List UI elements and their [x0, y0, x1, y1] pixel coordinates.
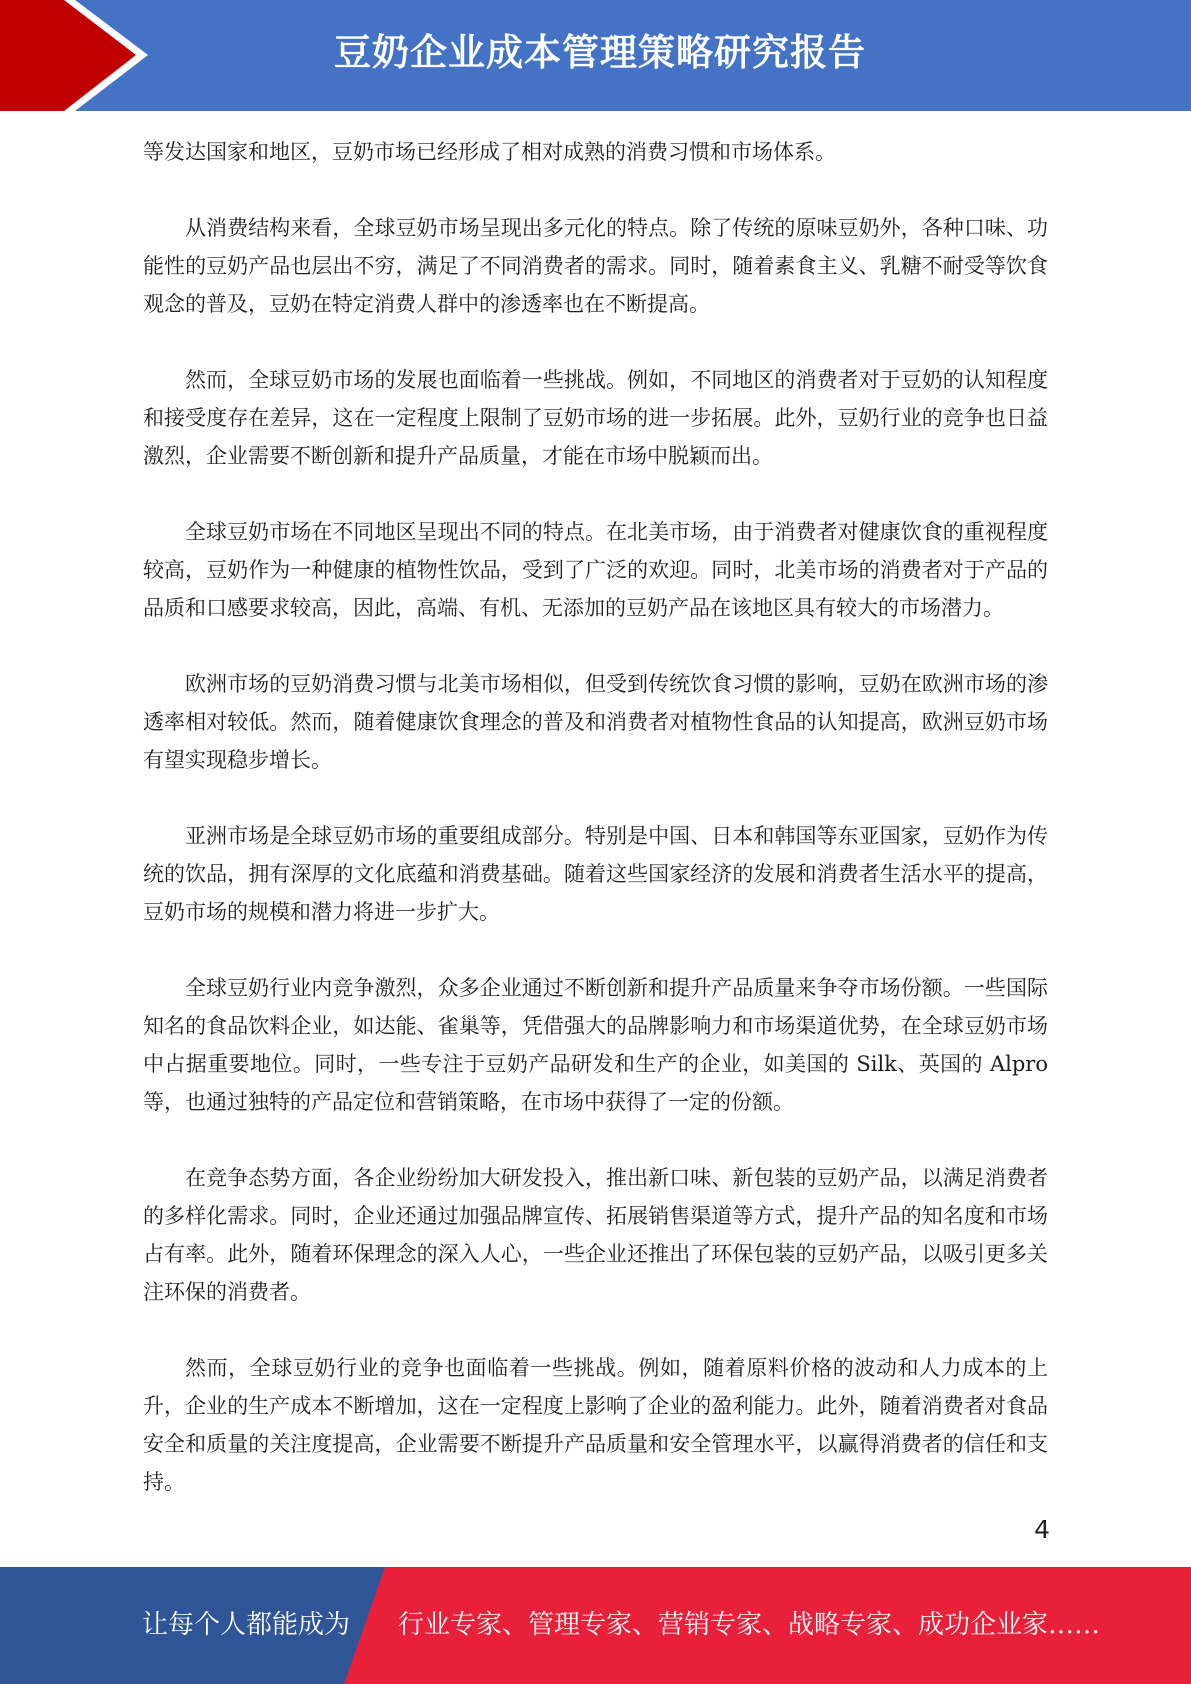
- page-number: 4: [1034, 1515, 1050, 1544]
- paragraph: 全球豆奶市场在不同地区呈现出不同的特点。在北美市场，由于消费者对健康饮食的重视程度较高，豆奶作为一种健康的植物性饮品，受到了广泛的欢迎。同时，北美市场的消费者对于产品的品质和口感要求较高，因此，高端、有机、无添加的豆奶产品在该地区具有较大的市场潜力。: [143, 520, 1048, 620]
- paragraph-continued: 等发达国家和地区，豆奶市场已经形成了相对成熟的消费习惯和市场体系。: [143, 140, 836, 164]
- document-title: 豆奶企业成本管理策略研究报告: [334, 31, 866, 74]
- paragraph: 从消费结构来看，全球豆奶市场呈现出多元化的特点。除了传统的原味豆奶外，各种口味、功能性的豆奶产品也层出不穷，满足了不同消费者的需求。同时，随着素食主义、乳糖不耐受等饮食观念的普及，豆奶在特定消费人群中的渗透率也在不断提高。: [143, 216, 1048, 316]
- footer-slogan-left: 让每个人都能成为: [142, 1610, 351, 1640]
- paragraph: 亚洲市场是全球豆奶市场的重要组成部分。特别是中国、日本和韩国等东亚国家，豆奶作为传统的饮品，拥有深厚的文化底蕴和消费基础。随着这些国家经济的发展和消费者生活水平的提高，豆奶市场的规模和潜力将进一步扩大。: [143, 824, 1048, 924]
- paragraph: 在竞争态势方面，各企业纷纷加大研发投入，推出新口味、新包装的豆奶产品，以满足消费者的多样化需求。同时，企业还通过加强品牌宣传、拓展销售渠道等方式，提升产品的知名度和市场占有率。此外，随着环保理念的深入人心，一些企业还推出了环保包装的豆奶产品，以吸引更多关注环保的消费者。: [143, 1166, 1048, 1304]
- paragraph: 然而，全球豆奶行业的竞争也面临着一些挑战。例如，随着原料价格的波动和人力成本的上升，企业的生产成本不断增加，这在一定程度上影响了企业的盈利能力。此外，随着消费者对食品安全和质量的关注度提高，企业需要不断提升产品质量和安全管理水平，以赢得消费者的信任和支持。: [143, 1356, 1048, 1494]
- paragraph: 然而，全球豆奶市场的发展也面临着一些挑战。例如，不同地区的消费者对于豆奶的认知程度和接受度存在差异，这在一定程度上限制了豆奶市场的进一步拓展。此外，豆奶行业的竞争也日益激烈，企业需要不断创新和提升产品质量，才能在市场中脱颖而出。: [143, 368, 1048, 468]
- paragraph: 全球豆奶行业内竞争激烈，众多企业通过不断创新和提升产品质量来争夺市场份额。一些国际知名的食品饮料企业，如达能、雀巢等，凭借强大的品牌影响力和市场渠道优势，在全球豆奶市场中占据重要地位。同时，一些专注于豆奶产品研发和生产的企业，如美国的 Silk、英国的 Alpro 等，也通过独特的产品定位和营销策略，在市场中获得了一定的份额。: [143, 976, 1048, 1114]
- paragraph: 欧洲市场的豆奶消费习惯与北美市场相似，但受到传统饮食习惯的影响，豆奶在欧洲市场的渗透率相对较低。然而，随着健康饮食理念的普及和消费者对植物性食品的认知提高，欧洲豆奶市场有望实现稳步增长。: [143, 672, 1048, 772]
- page-header: [0, 0, 1191, 111]
- page-footer: [0, 1567, 1191, 1684]
- footer-slogan-right: 行业专家、管理专家、营销专家、战略专家、成功企业家……: [398, 1610, 1101, 1640]
- body-text: [143, 133, 1048, 1539]
